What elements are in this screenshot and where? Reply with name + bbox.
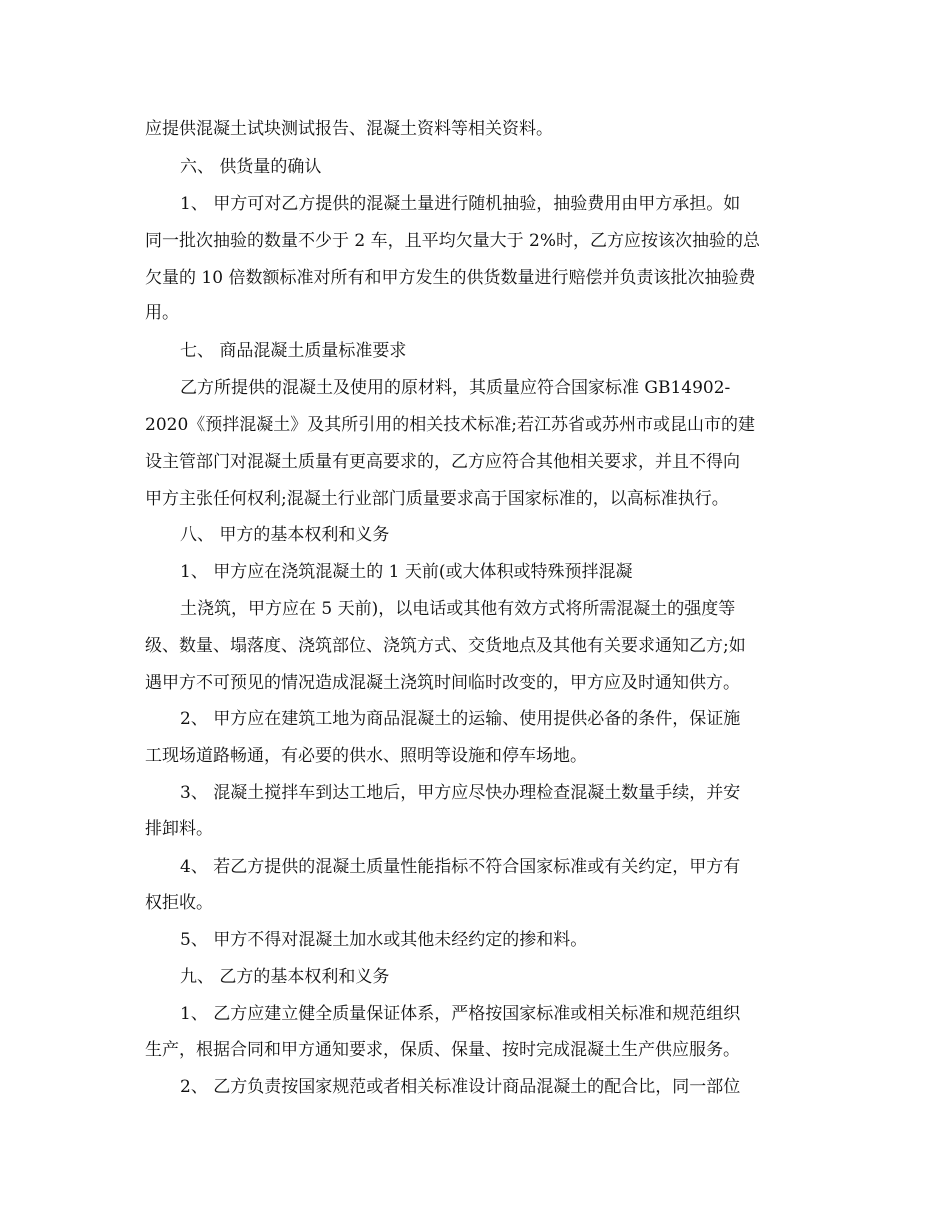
text-line: 应提供混凝土试块测试报告、混凝土资料等相关资料。 xyxy=(145,119,553,139)
section-heading: 六、 供货量的确认 xyxy=(180,157,322,177)
text-line: 2020《预拌混凝土》及其所引用的相关技术标准;若江苏省或苏州市或昆山市的建 xyxy=(145,415,755,435)
text-line: 工现场道路畅通，有必要的供水、照明等设施和停车场地。 xyxy=(145,746,587,766)
text-line: 2、 甲方应在建筑工地为商品混凝土的运输、使用提供必备的条件，保证施 xyxy=(180,709,741,729)
text-line: 4、 若乙方提供的混凝土质量性能指标不符合国家标准或有关约定，甲方有 xyxy=(180,857,741,877)
text-line: 3、 混凝土搅拌车到达工地后，甲方应尽快办理检查混凝土数量手续，并安 xyxy=(180,783,741,803)
text-line: 用。 xyxy=(145,303,179,323)
text-line: 生产，根据合同和甲方通知要求，保质、保量、按时完成混凝土生产供应服务。 xyxy=(145,1040,740,1060)
text-line: 欠量的 10 倍数额标准对所有和甲方发生的供货数量进行赔偿并负责该批次抽验费 xyxy=(145,268,756,288)
text-line: 1、 甲方可对乙方提供的混凝土量进行随机抽验，抽验费用由甲方承担。如 xyxy=(180,194,741,214)
section-heading: 八、 甲方的基本权利和义务 xyxy=(180,525,390,545)
text-line: 2、 乙方负责按国家规范或者相关标准设计商品混凝土的配合比，同一部位 xyxy=(180,1077,741,1097)
text-line: 1、 乙方应建立健全质量保证体系，严格按国家标准或相关标准和规范组织 xyxy=(180,1004,741,1024)
text-line: 乙方所提供的混凝土及使用的原材料，其质量应符合国家标准 GB14902- xyxy=(180,378,731,398)
text-line: 土浇筑，甲方应在 5 天前)，以电话或其他有效方式将所需混凝土的强度等 xyxy=(180,599,736,619)
text-line: 同一批次抽验的数量不少于 2 车，且平均欠量大于 2%时，乙方应按该次抽验的总 xyxy=(145,231,760,251)
section-heading: 七、 商品混凝土质量标准要求 xyxy=(180,341,407,361)
text-line: 遇甲方不可预见的情况造成混凝土浇筑时间临时改变的，甲方应及时通知供方。 xyxy=(145,673,740,693)
text-line: 设主管部门对混凝土质量有更高要求的，乙方应符合其他相关要求，并且不得向 xyxy=(145,452,740,472)
text-line: 排卸料。 xyxy=(145,819,213,839)
section-heading: 九、 乙方的基本权利和义务 xyxy=(180,967,390,987)
text-line: 级、数量、塌落度、浇筑部位、浇筑方式、交货地点及其他有关要求通知乙方;如 xyxy=(145,636,746,656)
text-line: 5、 甲方不得对混凝土加水或其他未经约定的掺和料。 xyxy=(180,930,588,950)
text-line: 1、 甲方应在浇筑混凝土的 1 天前(或大体积或特殊预拌混凝 xyxy=(180,562,633,582)
text-line: 权拒收。 xyxy=(145,893,213,913)
text-line: 甲方主张任何权利;混凝土行业部门质量要求高于国家标准的，以高标准执行。 xyxy=(145,489,729,509)
